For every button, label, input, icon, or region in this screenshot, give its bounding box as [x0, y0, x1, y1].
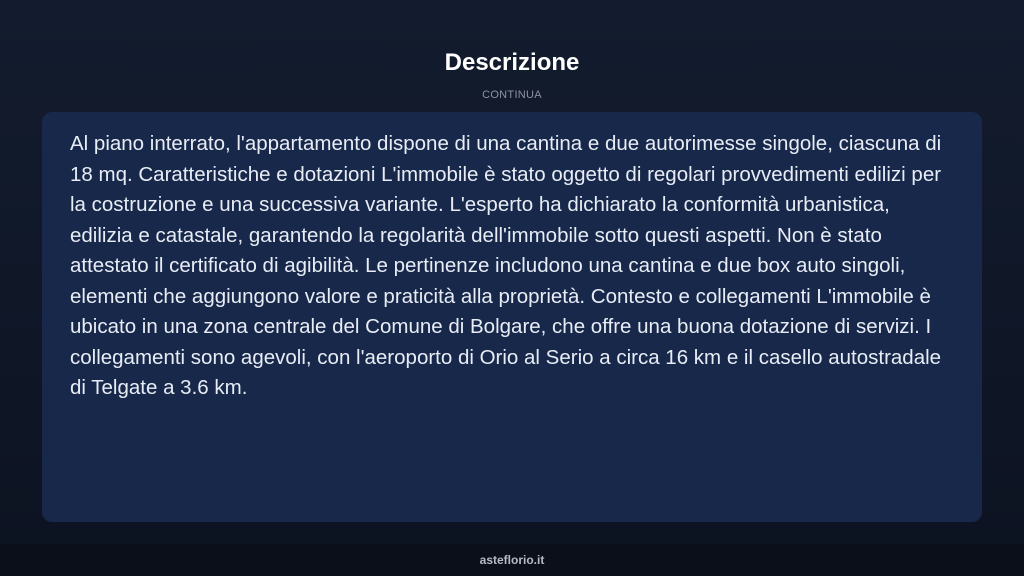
page-title: Descrizione	[444, 49, 580, 76]
description-text: Al piano interrato, l'appartamento dispone di una cantina e due autorimesse singole, ciascuna di 18 mq. Caratteristiche e dotazioni L'immobile è stato oggetto di regolari provvedimenti edilizi per la costruzione e una successiva variante. L'esperto ha dichiarato la conformità urbanistica, edilizia e catastale, garantendo la regolarità dell'immobile sotto questi aspetti. Non è stato attestato il certificato di agibilità. Le pertinenze includono una cantina e due box auto singoli, elementi che aggiungono valore e praticità alla proprietà. Contesto e collegamenti L'immobile è ubicato in una zona centrale del Comune di Bolgare, che offre una buona dotazione di servizi. I collegamenti sono agevoli, con l'aeroporto di Orio al Serio a circa 16 km e il casello autostradale di Telgate a 3.6 km.	[70, 132, 942, 399]
continuation-label: CONTINUA	[482, 89, 542, 101]
site-name: asteflorio.it	[479, 553, 545, 567]
description-card	[42, 112, 982, 522]
footer	[0, 544, 1024, 576]
page-header	[0, 48, 1024, 102]
